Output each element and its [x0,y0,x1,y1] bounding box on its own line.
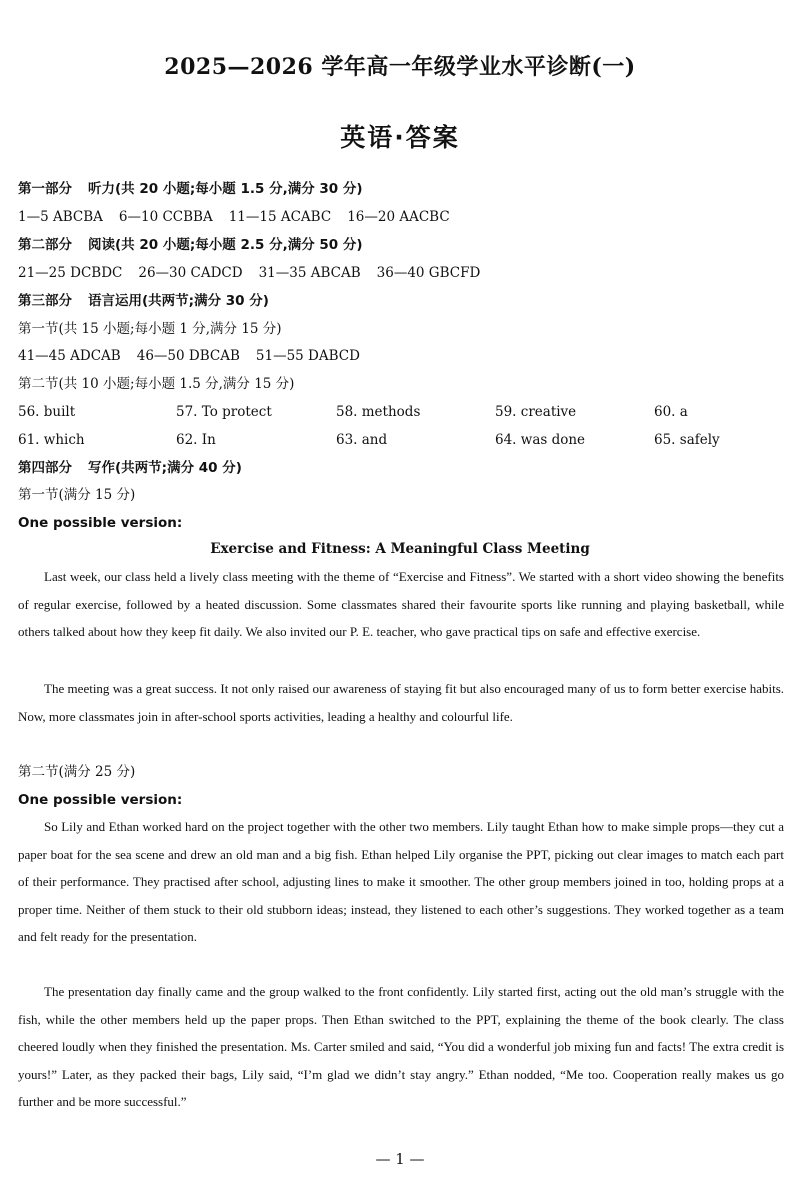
fill-answer: 63. and [336,432,388,448]
part3-heading-desc: 语言运用(共两节;满分 30 分) [88,293,269,309]
part1-answers [18,208,450,226]
answer-group: 36—40 GBCFD [376,265,481,281]
fill-answer: 62. In [176,432,216,448]
page-subtitle: 英语·答案 [340,123,460,152]
answer-group: 6—10 CCBBA [118,209,213,225]
answer-group: 41—45 ADCAB [18,348,121,364]
part2-heading-label: 第二部分 [18,237,72,253]
part1-heading [18,180,363,198]
essay2-paragraph: So Lily and Ethan worked hard on the project together with the other two members. Lily taught Ethan how to make simple props—they cut a paper boat for the sea scene and drew an old man and a big fish. Ethan helped Lily organise the PPT, picking out clear images to match each part of their performance. They practised after school, adjusting lines to make it smoother. The other group members joined in too, holding props at a proper time. Neither of them stuck to their old stubborn ideas; instead, they listened to each other’s suggestions. They worked together as a team and felt ready for the presentation. [18,819,784,944]
part4-section2-version: One possible version: [18,792,183,808]
part3-section1-answers [18,347,360,365]
part4-section2-label: 第二节(满分 25 分) [18,764,136,780]
answer-group: 51—55 DABCD [255,348,360,364]
answer-group: 26—30 CADCD [138,265,243,281]
essay1-paragraph: The meeting was a great success. It not only raised our awareness of staying fit but also encouraged many of us to form better exercise habits. Now, more classmates join in after-school sports activities, leading a healthy and colourful life. [18,681,784,724]
part4-section1-label: 第一节(满分 15 分) [18,487,136,503]
answer-group: 31—35 ABCAB [258,265,361,281]
fill-answer: 59. creative [495,404,577,420]
part2-heading [18,236,363,254]
answer-group: 1—5 ABCBA [18,209,103,225]
part3-section1-label: 第一节(共 15 小题;每小题 1 分,满分 15 分) [18,321,282,337]
page-title: 2025—2026 学年高一年级学业水平诊断(一) [164,54,636,80]
part2-answers [18,264,480,282]
part4-heading [18,459,242,477]
part3-heading-label: 第三部分 [18,293,72,309]
part2-heading-desc: 阅读(共 20 小题;每小题 2.5 分,满分 50 分) [88,237,363,253]
part4-heading-desc: 写作(共两节;满分 40 分) [88,460,242,476]
part3-section2-label: 第二节(共 10 小题;每小题 1.5 分,满分 15 分) [18,376,295,392]
fill-answer: 61. which [18,432,85,448]
fill-answer: 60. a [654,404,688,420]
answer-group: 16—20 AACBC [347,209,450,225]
essay1-paragraph: Last week, our class held a lively class meeting with the theme of “Exercise and Fitness”. We started with a short video showing the benefits of regular exercise, followed by a heated discussion. Some classmates shared their favourite sports like running and playing basketball, while others talked about how they keep fit daily. We also invited our P. E. teacher, who gave practical tips on safe and effective exercise. [18,569,784,639]
fill-answer: 58. methods [336,404,421,420]
answer-group: 21—25 DCBDC [18,265,123,281]
part4-section1-version: One possible version: [18,515,183,531]
part1-heading-label: 第一部分 [18,181,72,197]
part1-heading-desc: 听力(共 20 小题;每小题 1.5 分,满分 30 分) [88,181,363,197]
fill-answer: 64. was done [495,432,586,448]
fill-answer: 57. To protect [176,404,272,420]
essay-title: Exercise and Fitness: A Meaningful Class Meeting [210,541,590,557]
fill-answer: 65. safely [654,432,720,448]
page-number: — 1 — [375,1150,425,1168]
answer-group: 11—15 ACABC [228,209,332,225]
essay2-paragraph: The presentation day finally came and the group walked to the front confidently. Lily started first, acting out the old man’s struggle with the fish, while the other members held up the paper props. Then Ethan switched to the PPT, explaining the theme of the book clearly. The class cheered loudly when they finished the presentation. Ms. Carter smiled and said, “You did a wonderful job mixing fun and facts! The extra credit is yours!” Later, as they packed their bags, Lily said, “I’m glad we didn’t stay angry.” Ethan nodded, “Me too. Cooperation really makes us go further and be more successful.” [18,984,784,1109]
part4-heading-label: 第四部分 [18,460,72,476]
fill-answer: 56. built [18,404,76,420]
answer-group: 46—50 DBCAB [136,348,240,364]
part3-heading [18,292,269,310]
